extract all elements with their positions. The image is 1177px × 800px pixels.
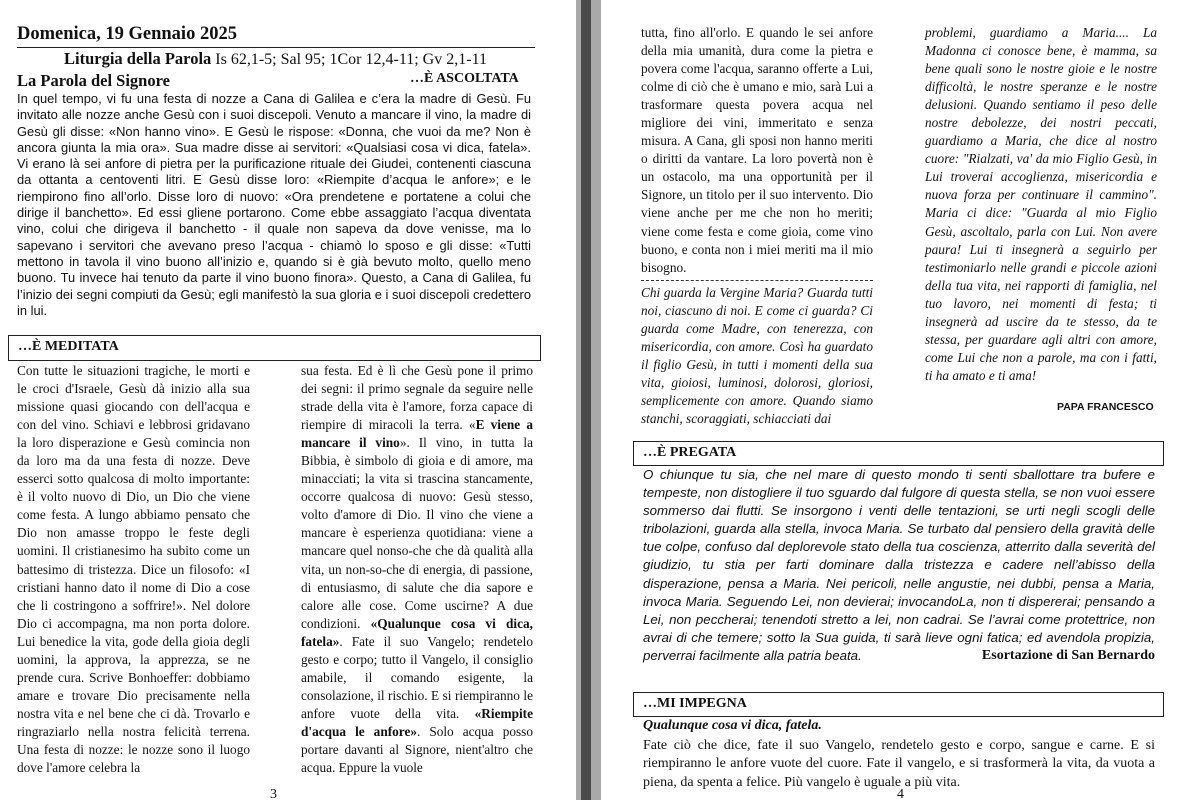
liturgy-title: Liturgia della Parola: [64, 49, 212, 68]
impegna-subtitle: Qualunque cosa vi dica, fatela.: [643, 718, 822, 733]
left-page: [0, 0, 576, 800]
page-gutter: [576, 0, 601, 800]
pregata-body: O chiunque tu sia, che nel mare di questo mondo ti senti sballottare tra bufere e tempeste, non distogliere il tuo sguardo dal fulgore di questa stella, se non vuoi essere sommerso dai flutti. Se insorgono i venti delle tentazioni, se urti negli scogli delle tribolazioni, guarda alla stella, invoca Maria. Se turbato dal pensiero della gravità delle tue colpe, confuso dal deplorevole stato della tua coscienza, atterrito dalla severità del giudizio, tu stia per farti dominare dalla tristezza e cadere nell’abisso della disperazione, pensa a Maria. Nei pericoli, nelle angustie, nei dubbi, pensa a Maria, invoca Maria. Seguendo Lei, non devierai; invocandoLa, non ti dispererai; pensando a Lei, non peccherai; tenendoti stretto a lei, non cadrai. Se l’avrai come protettrice, non avrai di che temere; sotto la Sua guida, ti sarà lieve ogni fatica; ed avendola propizia, perverrai facilmente alla patria beata.: [643, 467, 1155, 663]
pregata-text: [643, 466, 1155, 665]
meditata-text-c: . Fate il suo Vangelo; rendetelo gesto e corpo; tutto il Vangelo, il consiglio amabile, il comando esigente, la consolazione, il rischio. E si riempiranno le anfore vuote della vita.: [301, 633, 533, 721]
page-number: 3: [270, 787, 277, 800]
liturgy-readings: Is 62,1-5; Sal 95; 1Cor 12,4-11; Gv 2,1-11: [215, 51, 487, 68]
right-page: [601, 0, 1177, 800]
dashed-divider: [641, 280, 873, 281]
liturgy-line: [64, 49, 487, 69]
meditata-bold-3: «Riempite d'acqua le anfore»: [301, 705, 533, 739]
heading-rule: [17, 47, 535, 48]
meditata-bold-2: «Qualunque cosa vi dica, fatela»: [301, 615, 533, 649]
impegna-header: [633, 692, 1164, 717]
section-title: La Parola del Signore: [17, 71, 170, 90]
bernardo-signature: Esortazione di San Bernardo: [981, 647, 1155, 663]
meditata-title: …È MEDITATA: [18, 339, 119, 354]
meditata-header: [8, 335, 541, 361]
right-column-1-italic: Chi guarda la Vergine Maria? Guarda tutti noi, ciascuno di noi. E come ci guarda? Ci guarda come Madre, con tenerezza, con misericordia, con amore. Così ha guardato il figlio Gesù, in tutti i momenti della sua vita, gioiosi, luminosi, dolorosi, gloriosi, semplicemente con amore. Quando siamo stanchi, scoraggiati, schiacciati dai: [641, 285, 873, 427]
gospel-text: In quel tempo, vi fu una festa di nozze a Cana di Galilea e c’era la madre di Gesù. Fu invitato alle nozze anche Gesù con i suoi discepoli. Venuto a mancare il vino, la madre di Gesù gli disse: «Non hanno vino». E Gesù le rispose: «Donna, che vuoi da me? Non è ancora giunta la mia ora». Sua madre disse ai servitori: «Qualsiasi cosa vi dica, fatela». Vi erano là sei anfore di pietra per la purificazione rituale dei Giudei, contenenti ciascuna da ottanta a centoventi litri. E Gesù disse loro: «Riempite d’acqua le anfore»; e le riempirono fino all’orlo. Disse loro di nuovo: «Ora prendetene e portatene a colui che dirige il banchetto». Ed essi gliene portarono. Come ebbe assaggiato l’acqua diventata vino, colui che dirigeva il banchetto - il quale non sapeva da dove venisse, ma lo sapevano i servitori che avevano preso l’acqua - chiamò lo sposo e gli disse: «Tutti mettono in tavola il vino buono all’inizio e, quando si è già bevuto molto, quello meno buono. Tu invece hai tenuto da parte il vino buono finora». Questo, a Cana di Galilea, fu l’inizio dei segni compiuti da Gesù; egli manifestò la sua gloria e i suoi discepoli credettero in lui.: [17, 91, 531, 318]
pregata-title: …È PREGATA: [643, 445, 737, 460]
meditata-bold-1: E viene a mancare il vino: [301, 417, 533, 451]
right-column-1-text: tutta, fino all'orlo. E quando le sei anfore della mia umanità, dura come la pietra e povera come l'acqua, saranno offerte a Lui, colme di ciò che è umano e mio, sarà Lui a trasformare questa povera acqua nel migliore dei vini, immeritato e senza misura. A Cana, gli sposi non hanno meriti o diritti da vantare. La loro povertà non è un ostacolo, ma una opportunità per il Signore, un titolo per il suo intervento. Dio viene anche per me che non ho meriti; viene come festa e come gioia, come vino buono, e conta non i miei meriti ma il mio bisogno.: [641, 25, 873, 275]
meditata-column-1: Con tutte le situazioni tragiche, le morti e le croci d'Israele, Gesù dà inizio alla sua missione quasi giocando con dell'acqua e con del vino. Schiavi e lebbrosi gridavano la loro disperazione e Gesù comincia non da loro ma da una festa di nozze. Deve esserci sotto qualcosa di molto importante: è il volto nuovo di Dio, un Dio che viene come festa. A lungo abbiamo pensato che Dio non amasse troppo le feste degli uomini. Il cristianesimo ha subito come un battesimo di tristezza. Dice un filosofo: «I cristiani hanno dato il nome di Dio a cose che li costringono a soffrire!». Nel dolore Dio ci accompagna, ma non porta dolore. Lui benedice la vita, gode della gioia degli uomini, la approva, la apprezza, se ne prende cura. Scrive Bonhoeffer: dobbiamo amare e trovare Dio precisamente nella nostra vita e nel bene che ci dà. Trovarlo e ringraziarlo nella nostra felicità terrena. Una festa di nozze: le nozze sono il luogo dove l'amore celebra la: [17, 363, 250, 776]
meditata-text-a: sua festa. Ed è lì che Gesù pone il primo dei segni: il primo segnale da seguire nelle strade della vita è l'amore, forza capace di riempire di miracoli la terra. «: [301, 363, 533, 433]
page-number: 4: [897, 787, 904, 800]
meditata-text-b: ». Il vino, in tutta la Bibbia, è simbolo di gioia e di amore, ma minacciati; la vita si trascina stancamente, occorre qualcosa di nuovo: Gesù stesso, volto d'amore di Dio. Il vino che viene a mancare è esperienza quotidiana: viene a mancare quel nonso-che che dà qualità alla vita, un non-so-che di energia, di passione, di entusiasmo, di salute che dia sapore e calore alle cose. Come uscirne? A due condizioni.: [301, 435, 533, 631]
meditata-column-2: [301, 362, 533, 777]
gutter-divider: [581, 0, 591, 800]
meditata-text-d: . Solo acqua posso portare davanti al Signore, nient'altro che acqua. Eppure la vuole: [301, 723, 533, 776]
impegna-title: …MI IMPEGNA: [643, 696, 747, 711]
date-heading: Domenica, 19 Gennaio 2025: [17, 24, 237, 44]
section-tag-ascoltata: …È ASCOLTATA: [410, 71, 519, 86]
impegna-text: Fate ciò che dice, fate il suo Vangelo, rendetelo gesto e corpo, sangue e carne. E si riempiranno le anfore vuote del cuore. Fate il vangelo, e si trasformerà la vita, da vuota a piena, da spenta a felice. Più vangelo è uguale a più vita.: [643, 738, 1155, 790]
papa-signature: PAPA FRANCESCO: [1057, 401, 1154, 413]
right-column-2-italic: problemi, guardiamo a Maria.... La Madonna ci conosce bene, è mamma, sa bene quali sono le nostre gioie e le nostre difficoltà, le nostre speranze e le nostre delusioni. Quando sentiamo il peso delle nostre debolezze, dei nostri peccati, guardiamo a Maria, che dice al nostro cuore: "Rialzati, va' da mio Figlio Gesù, in Lui troverai accoglienza, misericordia e nuova forza per continuare il cammino". Maria ci dice: "Guarda al mio Figlio Gesù, ascoltalo, parla con Lui. Non avere paura! Lui ti insegnerà a seguirlo per testimoniarlo nelle grandi e piccole azioni della tua vita, nei rapporti di famiglia, nel tuo lavoro, nei momenti di festa; ti insegnerà ad uscire da te stesso, da te stessa, per guardare agli altri con amore, come Lui che non a parole, ma con i fatti, ti ha amato e ti ama!: [925, 25, 1157, 383]
pregata-header: [633, 441, 1164, 466]
